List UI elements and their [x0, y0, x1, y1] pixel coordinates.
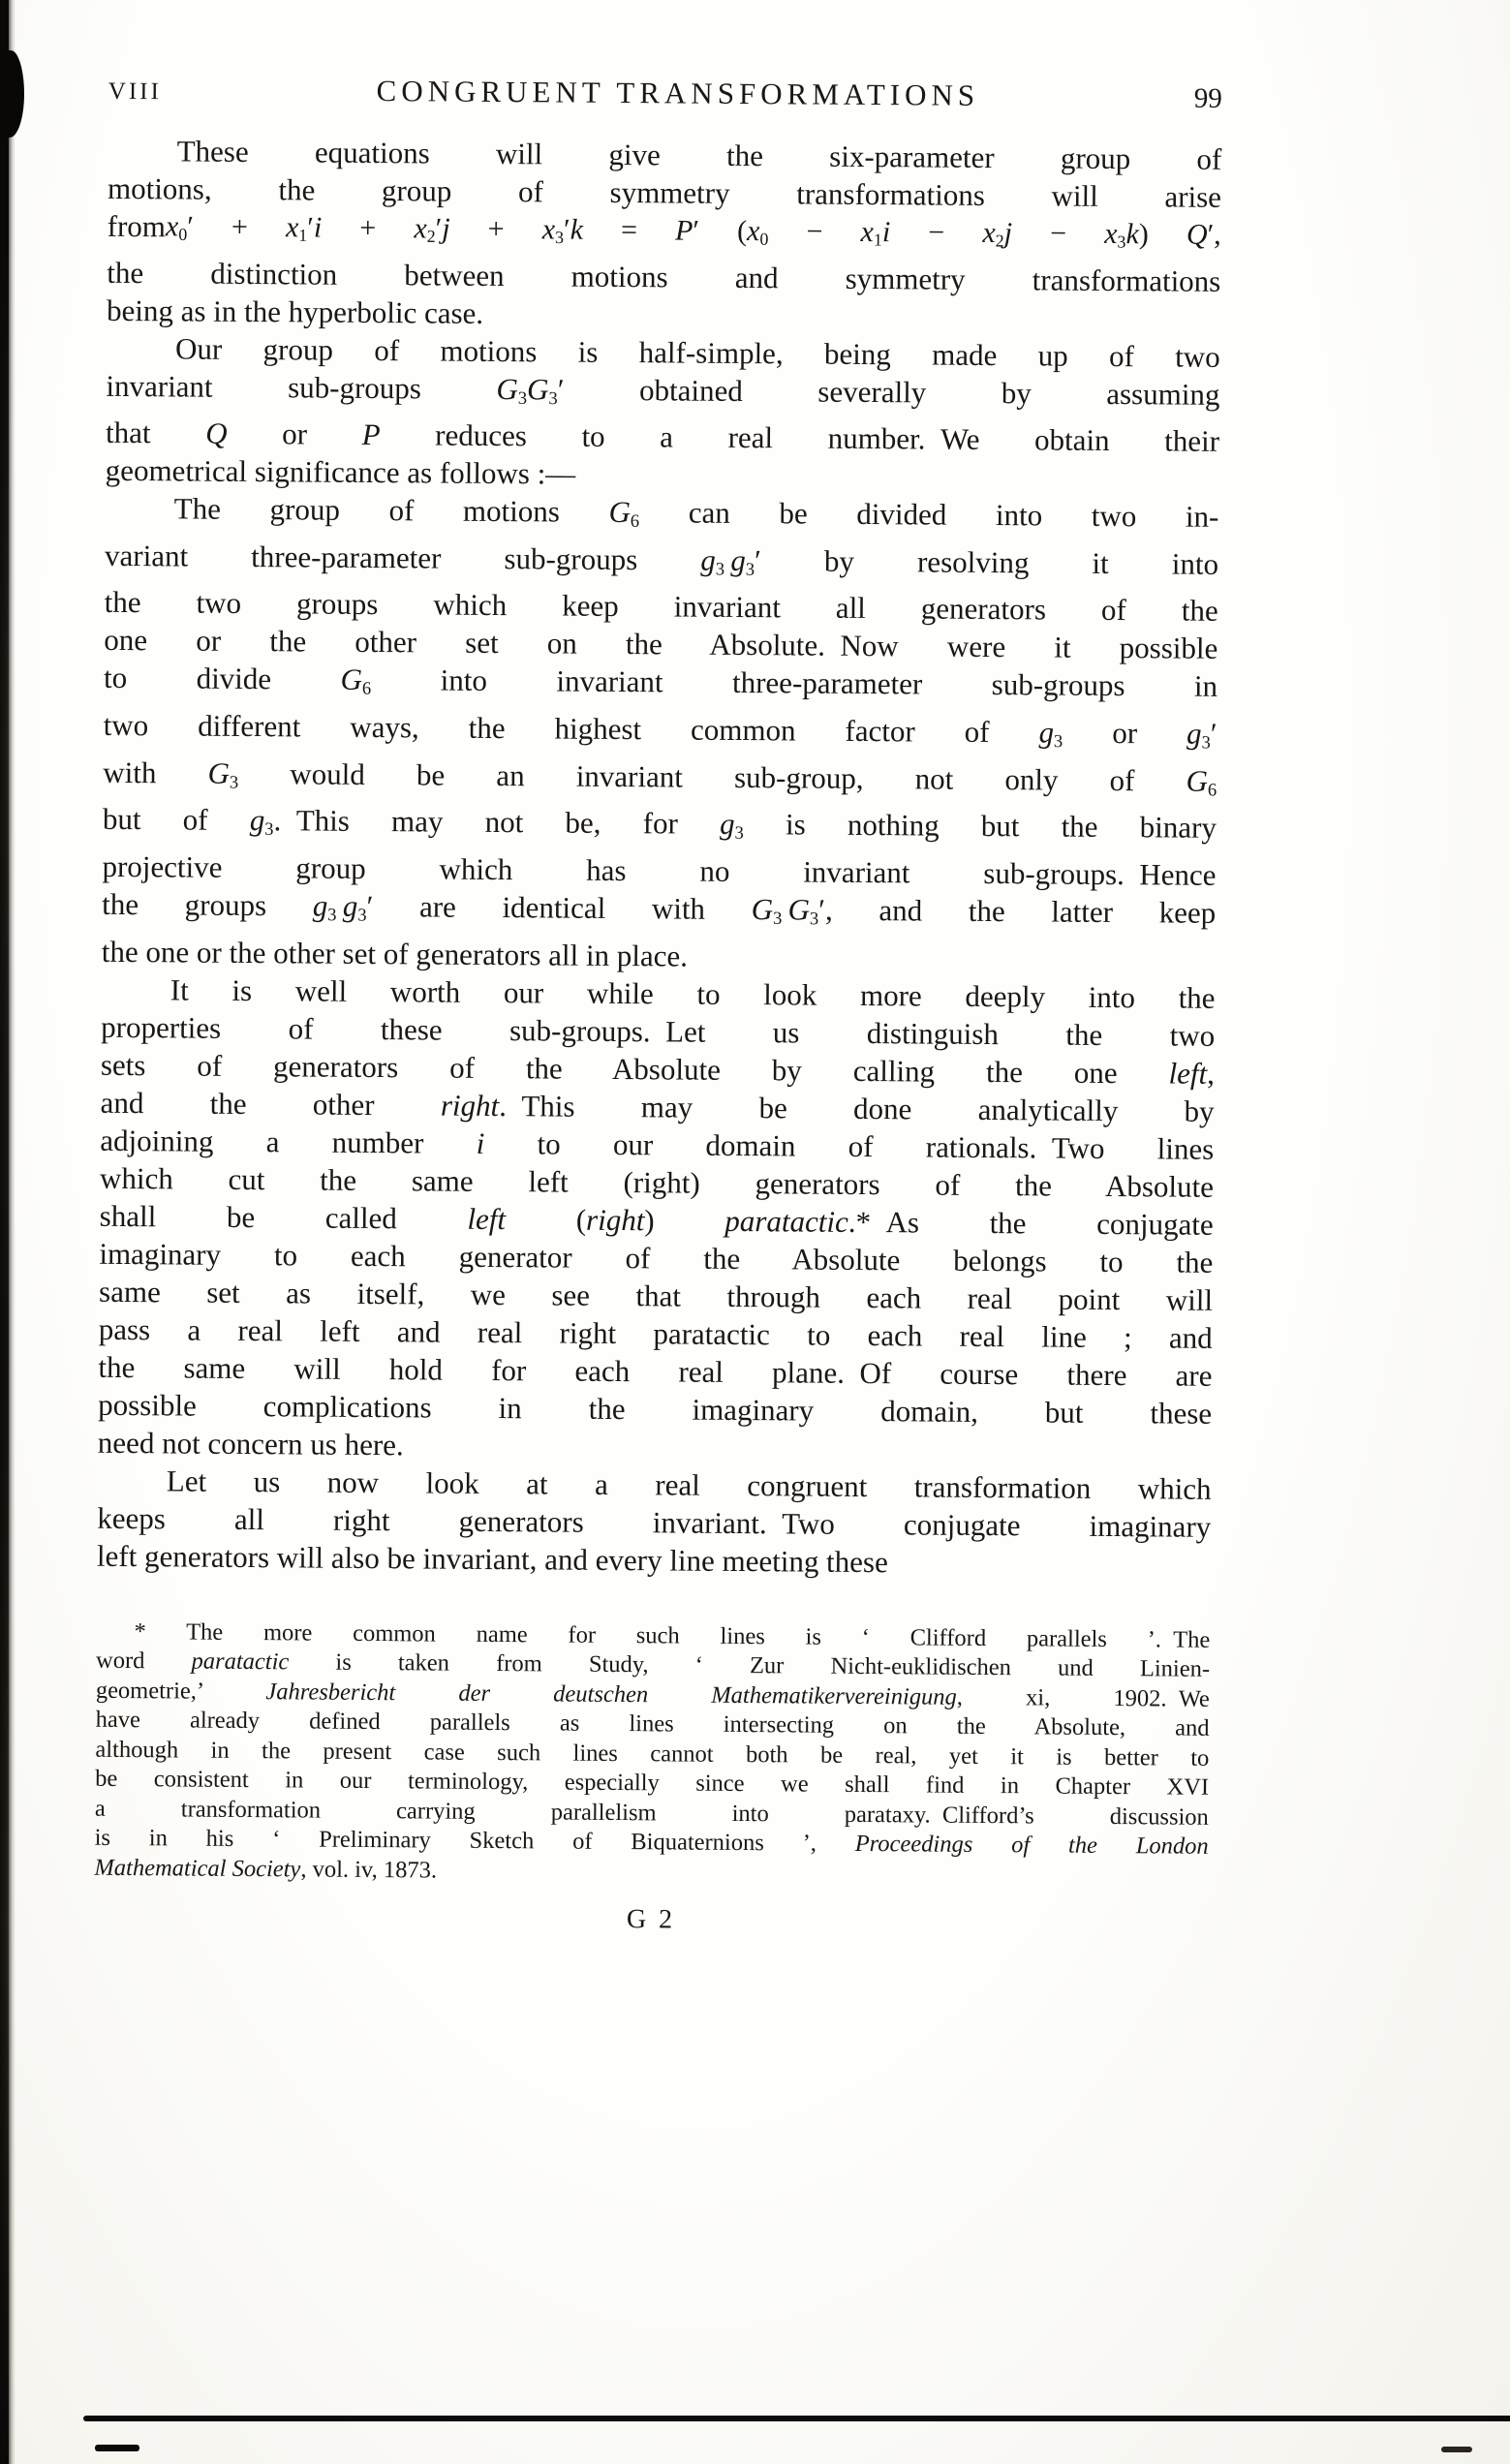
text-segment: )	[1138, 218, 1187, 251]
text-segment: right	[440, 1088, 500, 1123]
scan-ink-blob	[0, 50, 24, 138]
page-number: 99	[1193, 82, 1222, 114]
text-segment: be consistent in our terminology, especially since we shall find in Chapter XVI	[95, 1765, 1210, 1801]
text-segment: a transformation carrying parallelism into parataxy. Clifford’s discussion	[94, 1795, 1209, 1831]
text-segment: =	[582, 213, 676, 247]
text-segment: 0	[178, 224, 188, 244]
text-segment: 3	[734, 822, 744, 845]
text-segment: is in his ‘ Preliminary Sketch of Biquaternions ’,	[94, 1824, 855, 1858]
text-segment: i	[881, 216, 891, 249]
text-segment: k	[1125, 218, 1140, 251]
text-segment: reduces to a real number. We obtain their	[380, 417, 1220, 459]
text-segment: G	[207, 755, 231, 790]
equation-line	[108, 207, 1221, 262]
text-segment: The group of motions	[173, 491, 609, 530]
text-segment: paratactic	[724, 1203, 848, 1239]
text-segment: , xi, 1902. We	[956, 1683, 1210, 1712]
text-segment: properties of these sub-groups. Let us distinguish the two	[101, 1009, 1216, 1053]
text-segment: 3	[745, 559, 755, 580]
text-segment: 0	[759, 229, 769, 249]
text-segment: 3	[264, 819, 274, 841]
text-segment: ′ +	[187, 210, 287, 244]
text-segment: ′	[435, 212, 443, 245]
text-segment: or	[1063, 715, 1187, 751]
text-segment: P	[675, 214, 693, 247]
text-segment: ′	[1210, 716, 1217, 751]
text-segment: is nothing but the binary	[743, 807, 1217, 846]
text-segment: 3	[715, 559, 725, 580]
text-segment: x	[165, 210, 179, 243]
text-segment: Our group of motions is half-simple, being made up of two	[174, 330, 1220, 374]
text-segment: projective group which has no invariant sub-groups. Hence	[102, 848, 1217, 892]
text-segment: g	[1038, 715, 1055, 750]
text-segment: 3	[1117, 231, 1126, 252]
text-segment: Q	[205, 416, 228, 450]
text-line	[102, 885, 1216, 941]
text-segment: −	[890, 216, 983, 249]
text-segment: 3	[809, 909, 819, 930]
text-segment: left	[467, 1201, 507, 1236]
text-segment: g	[1186, 716, 1202, 751]
text-segment: 6	[1207, 780, 1217, 801]
text-segment: need not concern us here.	[97, 1425, 404, 1462]
text-segment: have already defined parallels as lines intersecting on the Absolute, and	[95, 1706, 1210, 1741]
text-segment: same set as itself, we see that through each real point will	[98, 1274, 1214, 1317]
text-segment: 6	[361, 678, 372, 700]
text-segment: )	[644, 1202, 725, 1238]
text-segment: x	[860, 215, 875, 249]
text-segment: * The more common name for such lines is ‘ Clifford parallels ’. The	[134, 1617, 1211, 1653]
text-segment: These equations will give the six-parameter group of	[176, 134, 1222, 176]
text-segment: geometrical significance as follows :—	[105, 452, 576, 491]
signature-mark: G 2	[626, 1904, 676, 1935]
text-segment: . This may be done analytically by	[499, 1088, 1215, 1128]
text-segment: j	[1003, 217, 1013, 250]
text-segment: which cut the same left (right) generators of the Absolute	[99, 1160, 1215, 1204]
text-segment: Mathematical Society	[94, 1854, 301, 1883]
text-segment: g	[312, 888, 328, 923]
text-segment: the same will hold for each real plane. Of course there are	[98, 1349, 1213, 1393]
text-segment: g	[719, 807, 735, 842]
text-segment: ′ (	[693, 214, 748, 248]
text-segment: 6	[630, 510, 640, 532]
text-segment: G	[1186, 763, 1209, 798]
text-segment: +	[449, 212, 542, 246]
text-segment: x	[541, 213, 556, 246]
text-segment: g	[249, 803, 265, 838]
text-segment: the groups	[102, 886, 313, 923]
equation-lead: from	[107, 208, 167, 244]
text-segment: or	[227, 416, 362, 452]
text-segment: can be divided into two in-	[639, 495, 1219, 535]
text-segment: is taken from Study, ‘ Zur Nicht-euklidischen und Linien-	[289, 1648, 1211, 1682]
text-segment: the two groups which keep invariant all generators of the	[104, 585, 1218, 629]
text-segment: .* As the conjugate	[847, 1204, 1214, 1242]
text-segment: 3	[357, 905, 367, 926]
text-segment: i	[313, 211, 323, 244]
page-content	[94, 72, 1222, 1940]
text-segment: 3	[548, 387, 558, 409]
body-text	[97, 132, 1222, 1584]
text-segment: ′	[563, 213, 570, 246]
running-title: CONGRUENT TRANSFORMATIONS	[376, 74, 980, 112]
text-segment: 3	[772, 908, 783, 929]
text-segment: adjoining a number	[100, 1123, 477, 1160]
text-segment: word	[96, 1647, 192, 1675]
text-segment: 3	[517, 387, 528, 409]
text-segment: into invariant three-parameter sub-groups in	[371, 662, 1218, 704]
text-segment: G	[526, 371, 549, 406]
text-segment: ′, and the latter keep	[818, 892, 1217, 930]
text-segment: left	[1168, 1056, 1208, 1091]
text-segment: pass a real left and real right paratactic to each real line ; and	[98, 1311, 1213, 1355]
text-segment: G	[340, 662, 363, 697]
text-segment: ′ are identical with	[366, 888, 752, 927]
text-segment: G	[496, 371, 518, 406]
scan-gutter-shadow	[0, 0, 15, 2464]
text-segment: x	[414, 212, 427, 245]
text-segment: 3	[554, 227, 565, 248]
text-segment: ′,	[1207, 218, 1221, 251]
text-segment: although in the present case such lines cannot both be real, yet it is better to	[95, 1736, 1210, 1771]
text-segment: two different ways, the highest common factor of	[103, 707, 1039, 750]
text-segment: i	[476, 1125, 485, 1160]
equation-formula	[166, 207, 1221, 262]
text-segment: (	[505, 1201, 587, 1237]
text-segment: the distinction between motions and symmetry transformations	[107, 255, 1221, 298]
chapter-numeral: VIII	[108, 77, 162, 106]
text-segment: ,	[1207, 1056, 1216, 1091]
text-segment: and the other	[100, 1085, 442, 1123]
text-segment: G	[787, 892, 811, 927]
text-segment: possible complications in the imaginary domain, but these	[98, 1387, 1213, 1431]
text-segment: that	[105, 415, 206, 450]
text-segment: geometrie,’	[95, 1677, 266, 1705]
text-segment: 1	[298, 225, 308, 245]
text-segment: sets of generators of the Absolute by calling the one	[100, 1047, 1169, 1091]
text-segment: Let us now look at a real congruent transformation which	[166, 1463, 1212, 1506]
scan-speck	[1441, 2447, 1472, 2452]
text-segment: g	[730, 542, 746, 577]
running-header	[108, 72, 1222, 115]
text-segment: 3	[1201, 732, 1211, 754]
text-segment: P	[361, 417, 381, 452]
text-segment: 3	[1053, 731, 1063, 753]
text-segment: one or the other set on the Absolute. Now were it possible	[104, 623, 1218, 666]
text-segment: motions, the group of symmetry transformations will arise	[107, 170, 1222, 214]
text-segment: left generators will also be invariant, and every line meeting these	[96, 1538, 888, 1579]
text-segment: being as in the hyperbolic case.	[106, 293, 484, 330]
text-segment: , vol. iv, 1873.	[300, 1856, 438, 1884]
text-segment: x	[285, 211, 299, 244]
text-segment: ′	[307, 211, 315, 244]
text-segment: +	[322, 211, 415, 245]
text-segment: j	[442, 212, 450, 245]
footnote	[94, 1617, 1210, 1892]
text-segment: invariant sub-groups	[106, 368, 497, 406]
text-segment: Proceedings of the London	[854, 1831, 1209, 1860]
text-segment: x	[982, 216, 996, 250]
text-segment: the one or the other set of generators all in place.	[101, 934, 689, 973]
text-segment: g	[342, 888, 358, 923]
scan-speck	[95, 2445, 139, 2451]
text-segment: 1	[873, 230, 882, 250]
text-segment: with	[103, 755, 208, 790]
text-segment: −	[768, 215, 861, 248]
text-segment: x	[1104, 217, 1118, 251]
text-segment: Jahresbericht der deutschen Mathematikervereinigung	[265, 1678, 957, 1710]
text-segment: . This may not be, for	[273, 803, 721, 842]
text-segment: paratactic	[191, 1648, 290, 1676]
text-segment: G	[751, 892, 774, 927]
text-segment: k	[570, 213, 584, 246]
text-segment: to our domain of rationals. Two lines	[484, 1125, 1215, 1166]
text-segment: to divide	[103, 661, 341, 697]
text-segment: Q	[1186, 218, 1208, 251]
text-segment: variant three-parameter sub-groups	[104, 538, 701, 577]
text-segment: 3	[229, 772, 239, 793]
text-segment: 3	[327, 905, 337, 926]
text-segment: −	[1011, 217, 1105, 250]
text-line	[103, 706, 1217, 762]
text-segment: 2	[995, 231, 1004, 251]
scan-page-edge-line	[83, 2416, 1510, 2421]
text-segment: imaginary to each generator of the Absolute belongs to the	[99, 1236, 1214, 1279]
text-segment: G	[608, 495, 632, 530]
text-line	[105, 489, 1218, 545]
text-segment: would be an invariant sub-group, not only of	[238, 755, 1186, 798]
text-segment: ′ by resolving it into	[754, 542, 1219, 581]
text-segment: shall be called	[99, 1198, 468, 1236]
text-segment: ′ obtained severally by assuming	[557, 371, 1220, 412]
text-segment: It is well worth our while to look more deeply into the	[169, 971, 1216, 1015]
text-segment: g	[700, 542, 716, 577]
text-segment: x	[747, 215, 760, 248]
text-segment: but of	[102, 802, 250, 838]
text-segment: right	[585, 1202, 645, 1237]
text-segment: 2	[426, 226, 436, 246]
text-segment: keeps all right generators invariant. Two conjugate imaginary	[97, 1500, 1212, 1544]
